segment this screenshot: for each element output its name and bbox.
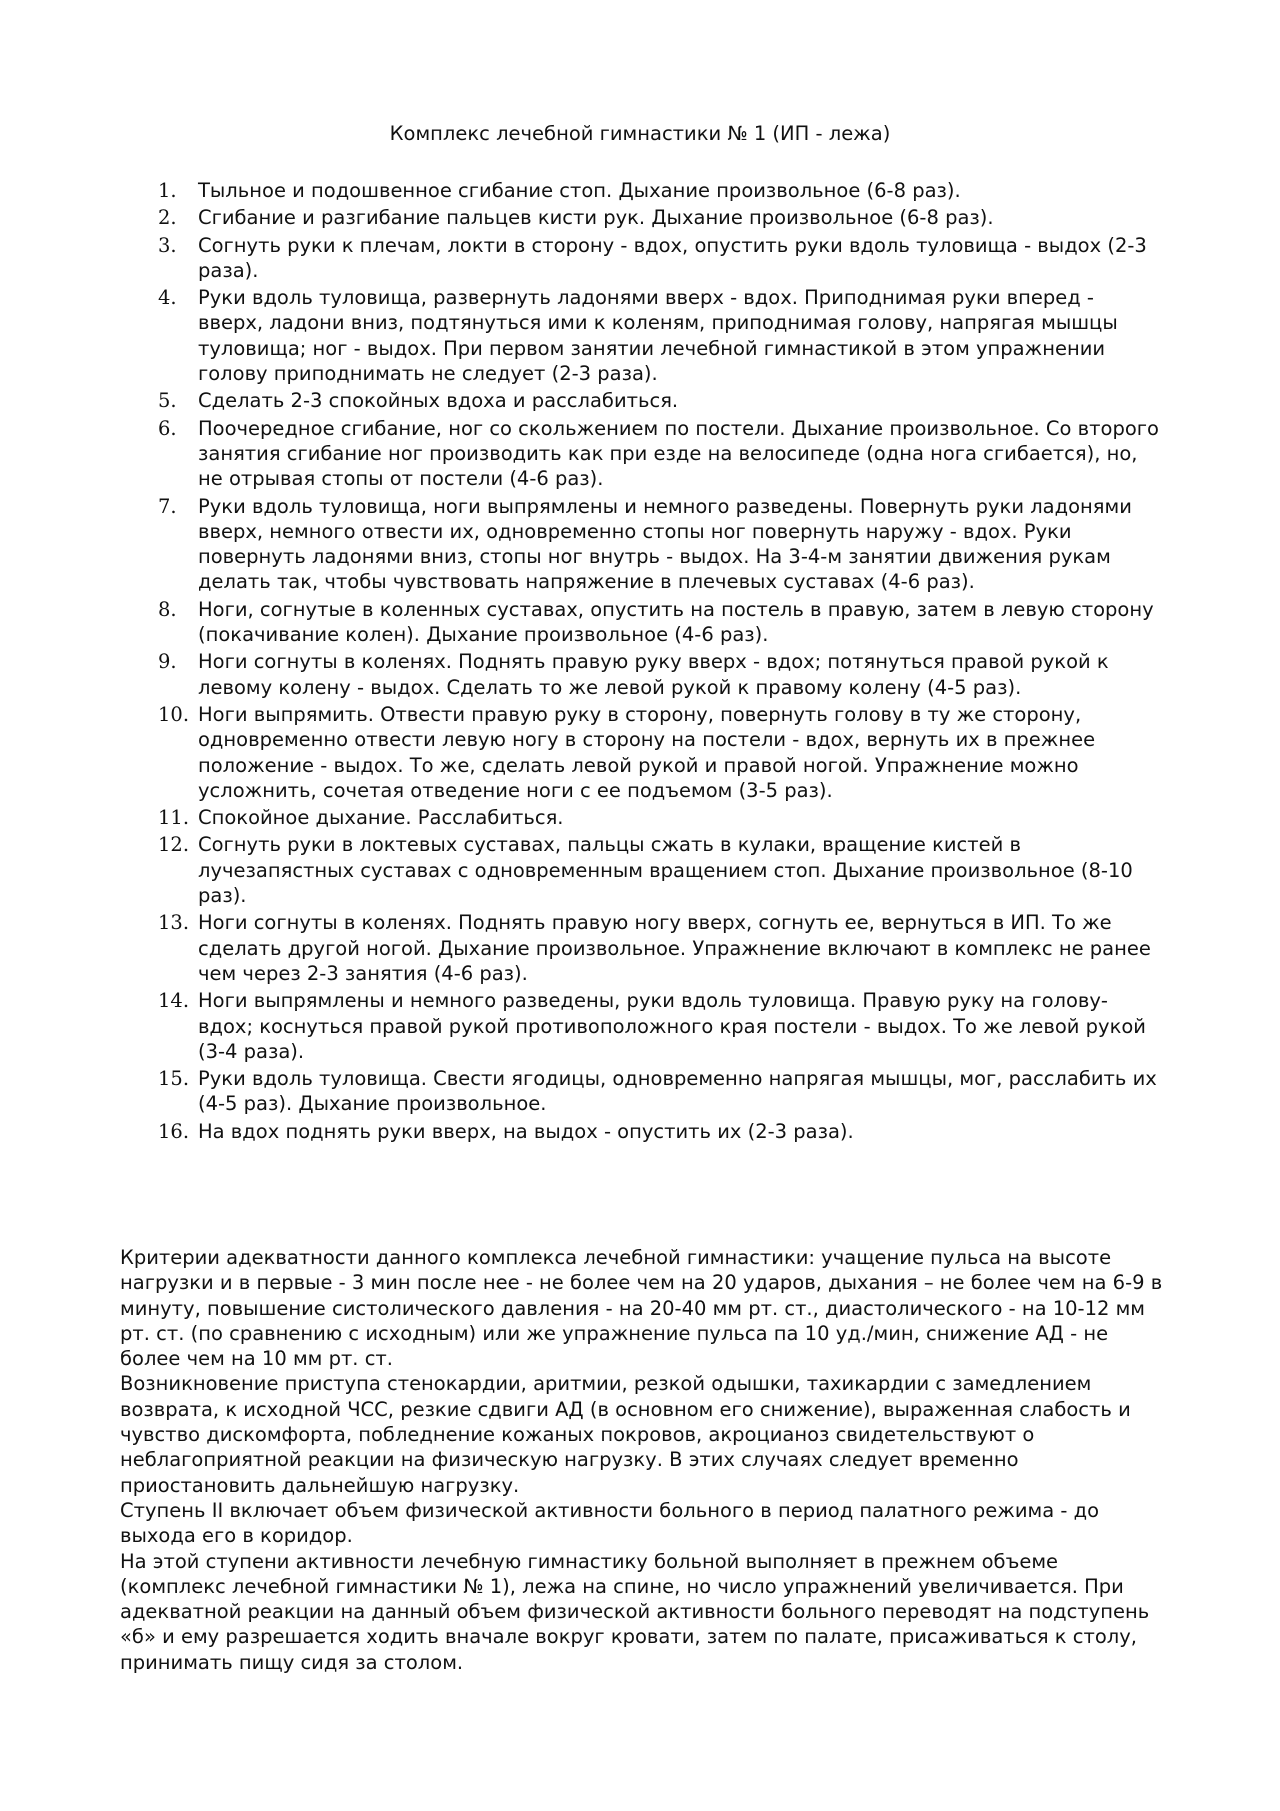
item-text: Руки вдоль туловища. Свести ягодицы, одновременно напрягая мышцы, мог, расслабить их (4-5 раз). Дыхание произвольное.	[198, 1067, 1157, 1116]
item-text: Поочередное сгибание, ног со скольжением по постели. Дыхание произвольное. Со второго занятия сгибание ног производить как при езде на велосипеде (одна нога сгибается), но, не отрывая стопы от постели (4-6 раз).	[198, 416, 1159, 491]
list-item	[150, 910, 1160, 986]
item-text: Согнуть руки в локтевых суставах, пальцы сжать в кулаки, вращение кистей в лучезапястных суставах с одновременным вращением стоп. Дыхание произвольное (8-10 раз).	[198, 833, 1133, 908]
item-text: Тыльное и подошвенное сгибание стоп. Дыхание произвольное (6-8 раз).	[198, 179, 961, 202]
item-text: Ноги, согнутые в коленных суставах, опустить на постель в правую, затем в левую сторону (покачивание колен). Дыхание произвольное (4-6 раз).	[198, 597, 1154, 647]
item-number: 7.	[158, 494, 177, 518]
list-item	[150, 285, 1160, 386]
paragraph-warning-signs: Возникновение приступа стенокардии, аритмии, резкой одышки, тахикардии с замедлением возврата, к исходной ЧСС, резкие сдвиги АД (в основном его снижение), выраженная слабость и чувство дискомфорта, побледнение кожаных покровов, акроцианоз свидетельствуют о неблагоприятной реакции на физическую нагрузку. В этих случаях следует временно приостановить дальнейшую нагрузку.	[120, 1372, 1131, 1497]
paragraph-stage-two: Ступень II включает объем физической активности больного в период палатного режима - до выхода его в коридор.	[120, 1498, 1100, 1548]
item-number: 10.	[158, 702, 190, 726]
item-number: 8.	[158, 597, 177, 621]
item-number: 14.	[158, 989, 190, 1013]
item-number: 12.	[158, 833, 190, 857]
item-text: Ноги согнуты в коленях. Поднять правую руку вверх - вдох; потянуться правой рукой к левому колену - выдох. Сделать то же левой рукой к правому колену (4-5 раз).	[198, 650, 1109, 699]
list-item	[150, 988, 1160, 1064]
item-number: 1.	[158, 179, 177, 202]
paragraph-criteria: Критерии адекватности данного комплекса лечебной гимнастики: учащение пульса на высоте нагрузки и в первые - 3 мин после нее - не более чем на 20 ударов, дыхания – не более чем на 6-9 в минуту, повышение систолического давления - на 20-40 мм рт. ст., диастолического - на 10-12 мм рт. ст. (по сравнению с исходным) или же упражнение пульса па 10 уд./мин, снижение АД - не более чем на 10 мм рт. ст.	[120, 1246, 1163, 1371]
paragraph-stage-activity: На этой ступени активности лечебную гимнастику больной выполняет в прежнем объеме (комплекс лечебной гимнастики № 1), лежа на спине, но число упражнений увеличивается. При адекватной реакции на данный объем физической активности больного переводят на подступень «б» и ему разрешается ходить вначале вокруг кровати, затем по палате, присаживаться к столу, принимать пищу сидя за столом.	[120, 1549, 1150, 1674]
document-title: Комплекс лечебной гимнастики № 1 (ИП - лежа)	[389, 122, 891, 145]
item-text: Сделать 2-3 спокойных вдоха и расслабиться.	[198, 389, 679, 413]
item-text: На вдох поднять руки вверх, на выдох - опустить их (2-3 раза).	[198, 1119, 854, 1143]
item-text: Руки вдоль туловища, развернуть ладонями вверх - вдох. Приподнимая руки вперед - вверх, ладони вниз, подтянуться ими к коленям, приподнимая голову, напрягая мышцы туловища; ног - выдох. При первом занятии лечебной гимнастикой в этом упражнении голову приподнимать не следует (2-3 раза).	[198, 286, 1118, 386]
item-number: 13.	[158, 911, 190, 935]
item-text: Спокойное дыхание. Расслабиться.	[198, 806, 564, 830]
item-number: 4.	[158, 286, 177, 310]
list-item	[150, 597, 1160, 648]
list-item	[150, 805, 1160, 830]
item-number: 3.	[158, 233, 177, 257]
list-item	[150, 233, 1160, 284]
item-text: Ноги выпрямлены и немного разведены, руки вдоль туловища. Правую руку на голову-вдох; коснуться правой рукой противоположного края постели - выдох. То же левой рукой (3-4 раза).	[198, 989, 1146, 1063]
list-item	[150, 649, 1160, 700]
item-number: 6.	[158, 416, 177, 440]
item-text: Ноги выпрямить. Отвести правую руку в сторону, повернуть голову в ту же сторону, одновременно отвести левую ногу в сторону на постели - вдох, вернуть их в прежнее положение - выдох. То же, сделать левой рукой и правой ногой. Упражнение можно усложнить, сочетая отведение ноги с ее подъемом (3-5 раз).	[198, 702, 1096, 802]
item-number: 2.	[158, 206, 177, 230]
item-text: Руки вдоль туловища, ноги выпрямлены и немного разведены. Повернуть руки ладонями вверх, немного отвести их, одновременно стопы ног повернуть наружу - вдох. Руки повернуть ладонями вниз, стопы ног внутрь - выдох. На 3-4-м занятии движения рукам делать так, чтобы чувствовать напряжение в плечевых суставах (4-6 раз).	[198, 494, 1132, 594]
list-item	[150, 388, 1160, 413]
item-text: Ноги согнуты в коленях. Поднять правую ногу вверх, согнуть ее, вернуться в ИП. То же сделать другой ногой. Дыхание произвольное. Упражнение включают в комплекс не ранее чем через 2-3 занятия (4-6 раз).	[198, 911, 1151, 985]
list-item	[150, 702, 1160, 803]
item-text: Согнуть руки к плечам, локти в сторону - вдох, опустить руки вдоль туловища - выдох (2-3 раза).	[198, 233, 1147, 282]
item-number: 5.	[158, 389, 177, 413]
list-item	[150, 178, 1160, 203]
criteria-section	[120, 1245, 1165, 1675]
item-text: Сгибание и разгибание пальцев кисти рук. Дыхание произвольное (6-8 раз).	[198, 206, 994, 230]
item-number: 15.	[158, 1067, 190, 1091]
list-item	[150, 1119, 1160, 1144]
exercise-list	[150, 178, 1160, 1146]
list-item	[150, 1066, 1160, 1117]
list-item	[150, 205, 1160, 230]
list-item	[150, 416, 1160, 492]
item-number: 11.	[158, 806, 190, 830]
list-item	[150, 494, 1160, 595]
item-number: 9.	[158, 650, 177, 674]
item-number: 16.	[158, 1119, 190, 1143]
list-item	[150, 832, 1160, 908]
